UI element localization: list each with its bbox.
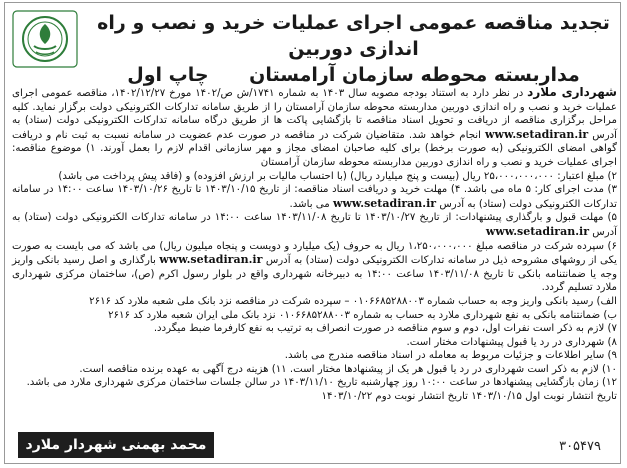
paragraph-item: ۱۰) لازم به ذکر است شهرداری در رد یا قبول هر یک از پیشنهادها مختار است. ۱۱) هزینه درج آگهی به عهده برنده مناقصه است.: [79, 363, 617, 375]
setad-link[interactable]: www.setadiran.ir: [485, 127, 589, 141]
paragraph-text: ۵) مهلت قبول و بارگذاری پیشنهادات: از تاریخ ۱۴۰۳/۱۰/۲۷ تا تاریخ ۱۴۰۳/۱۱/۰۸ ساعت ۱۴:۰۰ در سامانه تدارکات الکترونیکی دولت (ستاد) به آدرس: [12, 212, 617, 238]
paragraph-item: [12, 183, 617, 211]
edition-label: چاپ اول: [127, 64, 209, 86]
paragraph-item: ۸) شهرداری در رد یا قبول پیشنهادات مختار است.: [406, 336, 617, 348]
issuer-name: شهرداری ملارد: [527, 85, 617, 99]
paragraph-text: ۶) سپرده شرکت در مناقصه مبلغ ۱،۲۵۰،۰۰۰،۰۰۰ ریال به حروف (یک میلیارد و دویست و پنجاه میلیون ریال) می باشد که می بایست به صورت یکی از روشهای مشروحه ذیل در سامانه تدارکات الکترونیکی دولت (ستاد) به آدرس: [12, 240, 617, 267]
notice-title: [90, 10, 617, 88]
title-line-2-text: مداربسته محوطه سازمان آرامستان: [249, 64, 580, 86]
paragraph-item: [12, 240, 617, 295]
municipality-emblem-icon: [12, 10, 78, 68]
paragraph-item: الف) رسید بانکی واریز وجه به حساب شماره ۰۱۰۶۶۸۵۲۸۸۰۰۳ – سپرده شرکت در مناقصه نزد بانک ملی شعبه ملارد کد ۲۶۱۶: [89, 295, 617, 307]
paragraph-item: ۹) سایر اطلاعات و جزئیات مربوط به معامله در اسناد مناقصه مندرج می باشد.: [284, 350, 617, 362]
paragraph-text: بارگذاری و اصل رسید بانکی واریز وجه یا ضمانتنامه بانکی تا تاریخ ۱۴۰۳/۱۱/۰۸ ساعت ۱۴:۰۰ به دبیرخانه شهرداری واقع در بلوار رسول اکرم (ص)، ساختمان مرکزی شهرداری ملارد تسلیم گردد.: [12, 255, 617, 294]
paragraph-text: ۳) مدت اجرای کار: ۵ ماه می باشد. ۴) مهلت خرید و دریافت اسناد مناقصه: از تاریخ ۱۴۰۳/۱۰/۱۵ تا تاریخ ۱۴۰۳/۱۰/۲۶ ساعت ۱۴:۰۰ در سامانه تدارکات الکترونیکی دولت (ستاد) به آدرس: [12, 184, 617, 210]
signature-bar: محمد بهمنی شهردار ملارد: [18, 432, 214, 458]
setad-link[interactable]: www.setadiran.ir: [159, 253, 263, 267]
title-line-1: تجدید مناقصه عمومی اجرای عملیات خرید و نصب و راه اندازی دوربین: [97, 12, 610, 60]
paragraph-text: انجام خواهد شد. متقاضیان شرکت در مناقصه در صورت عدم عضویت در سامانه نسبت به ثبت نام و دریافت گواهی امضای الکترونیکی (به صورت برخط) برای کلیه صاحبان امضای مجاز و مهر سازمانی اقدام لازم را بعمل آورند. ۱) موضوع مناقصه: اجرای عملیات خرید و نصب و راه اندازی دوربین مداربسته محوطه سازمان آرامستان: [12, 129, 617, 168]
setad-link[interactable]: www.setadiran.ir: [485, 224, 590, 238]
paragraph-item: [12, 211, 617, 239]
setad-link[interactable]: www.setadiran.ir: [332, 196, 437, 210]
notice-body: [12, 86, 617, 404]
paragraph-text: می باشد.: [289, 198, 330, 210]
publication-dates: تاریخ انتشار نوبت اول ۱۴۰۳/۱۰/۱۵ تاریخ انتشار نوبت دوم ۱۴۰۳/۱۰/۲۲: [321, 391, 617, 403]
ad-number: ۳۰۵۴۷۹: [559, 439, 601, 454]
paragraph-item: ب) ضمانتنامه بانکی به نفع شهرداری ملارد به حساب به شماره ۰۱۰۶۶۸۵۲۸۸۰۰۳ نزد بانک ملی ایران شعبه ملارد کد ۲۶۱۶: [108, 309, 617, 321]
paragraph-item: ۲) مبلغ اعتبار: ۲۵،۰۰۰،۰۰۰،۰۰۰ ریال (بیست و پنج میلیارد ریال) (با احتساب مالیات بر ارزش افزوده) و (فاقد پیش پرداخت می باشد): [58, 170, 617, 182]
paragraph-intro: [12, 86, 617, 170]
paragraph-text: در نظر دارد به استناد بودجه مصوبه سال ۱۴۰۳ به شماره ۱۷۴۱/ش ص/۱۴۰۲ مورخ ۱۴۰۲/۱۲/۲۷، مناقصه عمومی اجرای عملیات خرید و نصب و راه اندازی دوربین مداربسته محوطه سازمان آرامستان را از طریق سامانه تدارکات الکترونیکی دولت برگزار نماید. کلیه مراحل برگزاری مناقصه از دریافت و تحویل اسناد مناقصه تا بازگشایی پاکت ها از طریق درگاه سامانه تدارکات الکترونیکی دولت (ستاد) به آدرس: [12, 88, 617, 141]
paragraph-item: ۱۲) زمان بازگشایی پیشنهادها در ساعت ۱۰:۰۰ روز چهارشنبه تاریخ ۱۴۰۳/۱۱/۱۰ در سالن جلسات ساختمان مرکزی شهرداری ملارد می باشد.: [26, 377, 617, 389]
paragraph-item: ۷) لازم به ذکر است نفرات اول، دوم و سوم مناقصه در صورت انصراف به ترتیب به نفع کارفرما ضبط میگردد.: [153, 323, 617, 335]
